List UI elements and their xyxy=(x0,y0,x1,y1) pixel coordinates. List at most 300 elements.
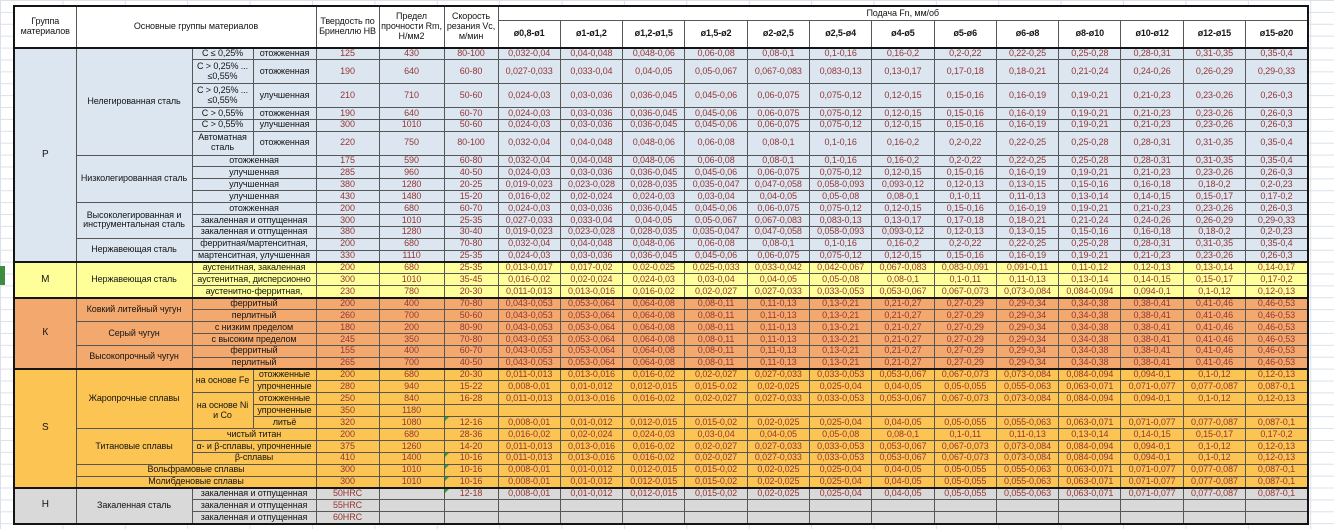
feed-value-cell[interactable]: 0,083-0,13 xyxy=(809,60,871,84)
value-cell[interactable]: 700 xyxy=(379,310,444,322)
header-strength[interactable]: Предел прочности Rm, Н/мм2 xyxy=(379,6,444,48)
feed-value-cell[interactable]: 0,04-0,05 xyxy=(747,274,809,286)
feed-value-cell[interactable]: 0,11-0,13 xyxy=(747,357,809,369)
value-cell[interactable]: 155 xyxy=(316,345,379,357)
value-cell[interactable]: 300 xyxy=(316,274,379,286)
feed-value-cell[interactable]: 0,01-0,012 xyxy=(560,381,622,393)
feed-value-cell[interactable]: 0,048-0,06 xyxy=(623,131,685,155)
feed-value-cell[interactable]: 0,053-0,067 xyxy=(872,452,934,464)
value-cell[interactable]: 380 xyxy=(316,179,379,191)
value-cell[interactable] xyxy=(444,500,498,512)
feed-value-cell[interactable]: 0,11-0,13 xyxy=(747,333,809,345)
material-cell[interactable]: отожженная xyxy=(192,203,316,215)
feed-value-cell[interactable]: 0,23-0,26 xyxy=(1183,167,1245,179)
material-cell[interactable]: отожженная xyxy=(253,48,316,60)
feed-value-cell[interactable]: 0,077-0,087 xyxy=(1183,464,1245,476)
feed-value-cell[interactable]: 0,34-0,38 xyxy=(1059,298,1121,310)
value-cell[interactable]: 25-35 xyxy=(444,250,498,262)
feed-value-cell[interactable]: 0,13-0,21 xyxy=(809,298,871,310)
feed-value-cell[interactable]: 0,38-0,41 xyxy=(1121,333,1183,345)
feed-value-cell[interactable]: 0,2-0,22 xyxy=(934,48,996,60)
feed-value-cell[interactable]: 0,18-0,2 xyxy=(1183,179,1245,191)
feed-value-cell[interactable]: 0,17-0,18 xyxy=(934,60,996,84)
feed-value-cell[interactable]: 0,12-0,13 xyxy=(934,226,996,238)
feed-value-cell[interactable]: 0,02-0,024 xyxy=(560,274,622,286)
feed-value-cell[interactable]: 0,04-0,05 xyxy=(623,215,685,227)
feed-value-cell[interactable]: 0,011-0,013 xyxy=(498,369,560,381)
material-cell[interactable]: C ≤ 0,25% xyxy=(192,48,253,60)
feed-value-cell[interactable]: 0,055-0,063 xyxy=(996,476,1058,488)
feed-value-cell[interactable]: 0,02-0,027 xyxy=(685,393,747,405)
feed-value-cell[interactable]: 0,27-0,29 xyxy=(934,310,996,322)
feed-value-cell[interactable]: 0,01-0,012 xyxy=(560,476,622,488)
feed-value-cell[interactable]: 0,033-0,053 xyxy=(809,369,871,381)
value-cell[interactable]: 80-100 xyxy=(444,131,498,155)
feed-value-cell[interactable]: 0,012-0,015 xyxy=(623,381,685,393)
feed-value-cell[interactable]: 0,11-0,13 xyxy=(747,345,809,357)
material-cell[interactable]: Титановые сплавы xyxy=(76,429,192,465)
feed-value-cell[interactable]: 0,31-0,35 xyxy=(1183,131,1245,155)
group-letter-cell[interactable]: М xyxy=(14,262,76,298)
feed-value-cell[interactable] xyxy=(1246,512,1308,524)
feed-value-cell[interactable]: 0,18-0,21 xyxy=(996,215,1058,227)
material-cell[interactable]: улучшенная xyxy=(192,179,316,191)
feed-value-cell[interactable]: 0,036-0,045 xyxy=(623,167,685,179)
material-cell[interactable]: отожженные xyxy=(253,369,316,381)
value-cell[interactable]: 1010 xyxy=(379,274,444,286)
feed-value-cell[interactable]: 0,14-0,15 xyxy=(1121,191,1183,203)
feed-value-cell[interactable]: 0,036-0,045 xyxy=(623,84,685,108)
feed-value-cell[interactable] xyxy=(872,512,934,524)
material-cell[interactable]: закаленная и отпущенная xyxy=(192,215,316,227)
value-cell[interactable]: 200 xyxy=(316,262,379,274)
feed-col-header[interactable]: ø1-ø1,2 xyxy=(560,21,622,49)
feed-value-cell[interactable]: 0,23-0,26 xyxy=(1183,119,1245,131)
feed-value-cell[interactable]: 0,032-0,04 xyxy=(498,238,560,250)
feed-value-cell[interactable]: 0,063-0,071 xyxy=(1059,417,1121,429)
material-cell[interactable]: закаленная и отпущенная xyxy=(192,488,316,500)
feed-value-cell[interactable]: 0,26-0,3 xyxy=(1246,203,1308,215)
value-cell[interactable]: 265 xyxy=(316,357,379,369)
feed-value-cell[interactable]: 0,08-0,1 xyxy=(747,238,809,250)
feed-value-cell[interactable]: 0,31-0,35 xyxy=(1183,238,1245,250)
feed-value-cell[interactable] xyxy=(872,405,934,417)
value-cell[interactable]: 680 xyxy=(379,203,444,215)
value-cell[interactable]: 375 xyxy=(316,440,379,452)
feed-value-cell[interactable]: 0,094-0,1 xyxy=(1121,286,1183,298)
feed-value-cell[interactable]: 0,02-0,025 xyxy=(623,262,685,274)
feed-value-cell[interactable]: 0,16-0,18 xyxy=(1121,179,1183,191)
value-cell[interactable]: 60-70 xyxy=(444,203,498,215)
feed-value-cell[interactable]: 0,073-0,084 xyxy=(996,440,1058,452)
material-cell[interactable]: отожженная xyxy=(253,60,316,84)
feed-value-cell[interactable]: 0,2-0,22 xyxy=(934,238,996,250)
feed-value-cell[interactable]: 0,12-0,13 xyxy=(1246,286,1308,298)
feed-value-cell[interactable]: 0,03-0,036 xyxy=(560,84,622,108)
feed-value-cell[interactable]: 0,02-0,027 xyxy=(685,452,747,464)
feed-value-cell[interactable]: 0,11-0,13 xyxy=(996,429,1058,441)
feed-value-cell[interactable]: 0,26-0,3 xyxy=(1246,250,1308,262)
feed-value-cell[interactable]: 0,04-0,048 xyxy=(560,238,622,250)
material-cell[interactable]: Автоматная сталь xyxy=(192,131,253,155)
feed-value-cell[interactable] xyxy=(1121,500,1183,512)
material-cell[interactable]: закаленная и отпущенная xyxy=(192,226,316,238)
feed-value-cell[interactable]: 0,38-0,41 xyxy=(1121,298,1183,310)
value-cell[interactable]: 750 xyxy=(379,131,444,155)
feed-value-cell[interactable]: 0,043-0,053 xyxy=(498,310,560,322)
value-cell[interactable]: 1260 xyxy=(379,440,444,452)
feed-value-cell[interactable]: 0,04-0,05 xyxy=(747,429,809,441)
value-cell[interactable]: 300 xyxy=(316,464,379,476)
feed-value-cell[interactable]: 0,08-0,11 xyxy=(685,333,747,345)
value-cell[interactable]: 12-18 xyxy=(444,488,498,500)
feed-value-cell[interactable] xyxy=(1183,500,1245,512)
feed-value-cell[interactable]: 0,053-0,067 xyxy=(872,440,934,452)
feed-value-cell[interactable]: 0,27-0,29 xyxy=(934,298,996,310)
feed-value-cell[interactable] xyxy=(872,500,934,512)
value-cell[interactable]: 960 xyxy=(379,167,444,179)
feed-value-cell[interactable] xyxy=(1059,500,1121,512)
material-cell[interactable]: аустенитно-ферритная, xyxy=(192,286,316,298)
feed-value-cell[interactable]: 0,21-0,23 xyxy=(1121,250,1183,262)
value-cell[interactable]: 640 xyxy=(379,60,444,84)
feed-value-cell[interactable]: 0,13-0,21 xyxy=(809,310,871,322)
feed-value-cell[interactable]: 0,071-0,077 xyxy=(1121,476,1183,488)
feed-value-cell[interactable]: 0,1-0,12 xyxy=(1183,452,1245,464)
feed-value-cell[interactable]: 0,01-0,012 xyxy=(560,417,622,429)
feed-col-header[interactable]: ø10-ø12 xyxy=(1121,21,1183,49)
feed-value-cell[interactable] xyxy=(560,500,622,512)
material-cell[interactable]: на основе Ni и Co xyxy=(192,393,253,429)
feed-value-cell[interactable]: 0,15-0,16 xyxy=(934,84,996,108)
feed-value-cell[interactable]: 0,073-0,084 xyxy=(996,393,1058,405)
feed-value-cell[interactable]: 0,075-0,12 xyxy=(809,119,871,131)
value-cell[interactable] xyxy=(379,488,444,500)
feed-value-cell[interactable]: 0,08-0,11 xyxy=(685,357,747,369)
value-cell[interactable]: 210 xyxy=(316,84,379,108)
feed-value-cell[interactable]: 0,26-0,3 xyxy=(1246,167,1308,179)
feed-value-cell[interactable]: 0,26-0,29 xyxy=(1183,215,1245,227)
value-cell[interactable]: 16-28 xyxy=(444,393,498,405)
feed-value-cell[interactable]: 0,058-0,093 xyxy=(809,226,871,238)
material-cell[interactable]: упрочненные xyxy=(253,381,316,393)
feed-value-cell[interactable]: 0,06-0,075 xyxy=(747,107,809,119)
feed-value-cell[interactable]: 0,21-0,23 xyxy=(1121,167,1183,179)
feed-value-cell[interactable]: 0,21-0,27 xyxy=(872,310,934,322)
feed-value-cell[interactable]: 0,35-0,4 xyxy=(1246,131,1308,155)
material-cell[interactable]: Закаленная сталь xyxy=(76,488,192,524)
feed-value-cell[interactable]: 0,012-0,015 xyxy=(623,488,685,500)
feed-value-cell[interactable]: 0,058-0,093 xyxy=(809,179,871,191)
feed-value-cell[interactable]: 0,045-0,06 xyxy=(685,107,747,119)
feed-value-cell[interactable]: 0,073-0,084 xyxy=(996,286,1058,298)
feed-value-cell[interactable]: 0,073-0,084 xyxy=(996,452,1058,464)
feed-value-cell[interactable]: 0,08-0,1 xyxy=(872,274,934,286)
value-cell[interactable]: 55HRC xyxy=(316,500,379,512)
group-letter-cell[interactable]: S xyxy=(14,369,76,488)
value-cell[interactable]: 28-36 xyxy=(444,429,498,441)
feed-value-cell[interactable]: 0,15-0,16 xyxy=(934,107,996,119)
value-cell[interactable]: 300 xyxy=(316,215,379,227)
feed-value-cell[interactable]: 0,27-0,29 xyxy=(934,333,996,345)
feed-col-header[interactable]: ø2-ø2,5 xyxy=(747,21,809,49)
value-cell[interactable]: 50-60 xyxy=(444,84,498,108)
feed-value-cell[interactable]: 0,1-0,16 xyxy=(809,238,871,250)
feed-value-cell[interactable]: 0,16-0,19 xyxy=(996,203,1058,215)
feed-value-cell[interactable]: 0,015-0,02 xyxy=(685,488,747,500)
feed-value-cell[interactable]: 0,22-0,25 xyxy=(996,155,1058,167)
feed-value-cell[interactable]: 0,017-0,02 xyxy=(560,262,622,274)
feed-value-cell[interactable]: 0,05-0,055 xyxy=(934,381,996,393)
feed-value-cell[interactable]: 0,067-0,073 xyxy=(934,393,996,405)
feed-col-header[interactable]: ø1,2-ø1,5 xyxy=(623,21,685,49)
feed-value-cell[interactable]: 0,036-0,045 xyxy=(623,250,685,262)
feed-value-cell[interactable]: 0,12-0,15 xyxy=(872,203,934,215)
value-cell[interactable]: 350 xyxy=(316,405,379,417)
material-cell[interactable]: Низколегированная сталь xyxy=(76,155,192,203)
material-cell[interactable]: ферритный xyxy=(192,298,316,310)
material-cell[interactable]: Нержавеющая сталь xyxy=(76,262,192,298)
feed-value-cell[interactable]: 0,12-0,13 xyxy=(1246,369,1308,381)
feed-value-cell[interactable]: 0,055-0,063 xyxy=(996,464,1058,476)
feed-value-cell[interactable] xyxy=(685,512,747,524)
feed-value-cell[interactable]: 0,077-0,087 xyxy=(1183,476,1245,488)
feed-value-cell[interactable]: 0,033-0,053 xyxy=(809,440,871,452)
material-cell[interactable]: Нержавеющая сталь xyxy=(76,238,192,262)
feed-value-cell[interactable]: 0,17-0,2 xyxy=(1246,274,1308,286)
feed-value-cell[interactable]: 0,18-0,2 xyxy=(1183,226,1245,238)
value-cell[interactable]: 1480 xyxy=(379,191,444,203)
feed-value-cell[interactable]: 0,04-0,05 xyxy=(623,60,685,84)
value-cell[interactable]: 200 xyxy=(379,322,444,334)
feed-value-cell[interactable]: 0,036-0,045 xyxy=(623,203,685,215)
feed-value-cell[interactable]: 0,027-0,033 xyxy=(747,393,809,405)
feed-value-cell[interactable]: 0,17-0,2 xyxy=(1246,191,1308,203)
feed-value-cell[interactable]: 0,04-0,048 xyxy=(560,48,622,60)
feed-value-cell[interactable]: 0,08-0,11 xyxy=(685,310,747,322)
value-cell[interactable]: 15-22 xyxy=(444,381,498,393)
value-cell[interactable]: 1010 xyxy=(379,476,444,488)
feed-value-cell[interactable]: 0,14-0,15 xyxy=(1121,429,1183,441)
value-cell[interactable]: 400 xyxy=(379,298,444,310)
feed-value-cell[interactable]: 0,15-0,17 xyxy=(1183,191,1245,203)
feed-value-cell[interactable]: 0,26-0,29 xyxy=(1183,60,1245,84)
feed-value-cell[interactable]: 0,06-0,08 xyxy=(685,238,747,250)
group-letter-cell[interactable]: Р xyxy=(14,48,76,262)
feed-value-cell[interactable]: 0,22-0,25 xyxy=(996,48,1058,60)
feed-value-cell[interactable]: 0,12-0,13 xyxy=(1121,262,1183,274)
feed-value-cell[interactable]: 0,093-0,12 xyxy=(872,179,934,191)
feed-value-cell[interactable]: 0,2-0,22 xyxy=(934,155,996,167)
feed-value-cell[interactable]: 0,16-0,19 xyxy=(996,107,1058,119)
feed-value-cell[interactable]: 0,094-0,1 xyxy=(1121,452,1183,464)
value-cell[interactable]: 60HRC xyxy=(316,512,379,524)
material-cell[interactable]: чистый титан xyxy=(192,429,316,441)
feed-value-cell[interactable]: 0,15-0,16 xyxy=(934,203,996,215)
feed-value-cell[interactable]: 0,087-0,1 xyxy=(1246,381,1308,393)
feed-value-cell[interactable] xyxy=(1183,512,1245,524)
feed-col-header[interactable]: ø1,5-ø2 xyxy=(685,21,747,49)
feed-value-cell[interactable]: 0,21-0,23 xyxy=(1121,119,1183,131)
feed-value-cell[interactable]: 0,05-0,055 xyxy=(934,488,996,500)
feed-value-cell[interactable] xyxy=(1121,512,1183,524)
value-cell[interactable]: 300 xyxy=(316,119,379,131)
feed-value-cell[interactable]: 0,087-0,1 xyxy=(1246,488,1308,500)
feed-value-cell[interactable]: 0,04-0,05 xyxy=(872,417,934,429)
header-material-group[interactable]: Группа материалов xyxy=(14,6,76,48)
feed-value-cell[interactable]: 0,075-0,12 xyxy=(809,203,871,215)
value-cell[interactable]: 80-100 xyxy=(444,48,498,60)
feed-value-cell[interactable]: 0,032-0,04 xyxy=(498,155,560,167)
feed-value-cell[interactable]: 0,04-0,05 xyxy=(872,381,934,393)
feed-value-cell[interactable]: 0,06-0,075 xyxy=(747,84,809,108)
feed-value-cell[interactable]: 0,024-0,03 xyxy=(498,84,560,108)
value-cell[interactable]: 640 xyxy=(379,107,444,119)
feed-value-cell[interactable]: 0,03-0,036 xyxy=(560,167,622,179)
feed-value-cell[interactable]: 0,12-0,15 xyxy=(872,107,934,119)
feed-value-cell[interactable]: 0,025-0,04 xyxy=(809,464,871,476)
feed-value-cell[interactable]: 0,013-0,016 xyxy=(560,440,622,452)
value-cell[interactable]: 200 xyxy=(316,369,379,381)
feed-value-cell[interactable]: 0,28-0,31 xyxy=(1121,131,1183,155)
feed-value-cell[interactable]: 0,016-0,02 xyxy=(498,429,560,441)
feed-value-cell[interactable]: 0,055-0,063 xyxy=(996,488,1058,500)
feed-value-cell[interactable]: 0,1-0,12 xyxy=(1183,286,1245,298)
value-cell[interactable]: 1400 xyxy=(379,452,444,464)
material-cell[interactable]: отожженные xyxy=(253,393,316,405)
value-cell[interactable] xyxy=(444,405,498,417)
material-cell[interactable]: на основе Fe xyxy=(192,369,253,393)
value-cell[interactable]: 20-25 xyxy=(444,179,498,191)
feed-value-cell[interactable]: 0,019-0,023 xyxy=(498,179,560,191)
feed-value-cell[interactable] xyxy=(1183,405,1245,417)
feed-value-cell[interactable]: 0,19-0,21 xyxy=(1059,203,1121,215)
value-cell[interactable]: 200 xyxy=(316,298,379,310)
feed-value-cell[interactable]: 0,15-0,16 xyxy=(934,250,996,262)
feed-value-cell[interactable]: 0,025-0,04 xyxy=(809,381,871,393)
feed-value-cell[interactable] xyxy=(747,405,809,417)
feed-value-cell[interactable]: 0,077-0,087 xyxy=(1183,488,1245,500)
feed-value-cell[interactable]: 0,063-0,071 xyxy=(1059,476,1121,488)
value-cell[interactable]: 200 xyxy=(316,238,379,250)
value-cell[interactable]: 1180 xyxy=(379,405,444,417)
group-letter-cell[interactable]: Н xyxy=(14,488,76,524)
feed-value-cell[interactable]: 0,011-0,013 xyxy=(498,286,560,298)
feed-value-cell[interactable]: 0,06-0,075 xyxy=(747,203,809,215)
feed-value-cell[interactable]: 0,05-0,08 xyxy=(809,429,871,441)
value-cell[interactable]: 280 xyxy=(316,381,379,393)
feed-value-cell[interactable] xyxy=(809,500,871,512)
feed-value-cell[interactable]: 0,071-0,077 xyxy=(1121,417,1183,429)
feed-value-cell[interactable]: 0,075-0,12 xyxy=(809,167,871,179)
feed-value-cell[interactable]: 0,093-0,12 xyxy=(872,226,934,238)
feed-value-cell[interactable] xyxy=(996,405,1058,417)
material-cell[interactable]: ферритная/мартенситная, xyxy=(192,238,316,250)
value-cell[interactable]: 350 xyxy=(379,333,444,345)
feed-value-cell[interactable]: 0,024-0,03 xyxy=(498,203,560,215)
feed-value-cell[interactable]: 0,1-0,11 xyxy=(934,191,996,203)
feed-value-cell[interactable]: 0,17-0,2 xyxy=(1246,429,1308,441)
feed-value-cell[interactable] xyxy=(1246,405,1308,417)
feed-value-cell[interactable]: 0,05-0,08 xyxy=(809,274,871,286)
feed-value-cell[interactable]: 0,053-0,064 xyxy=(560,345,622,357)
feed-value-cell[interactable] xyxy=(747,500,809,512)
material-cell[interactable]: литьё xyxy=(253,417,316,429)
feed-value-cell[interactable]: 0,025-0,033 xyxy=(685,262,747,274)
feed-value-cell[interactable]: 0,06-0,08 xyxy=(685,155,747,167)
material-cell[interactable]: C > 0,25% ... ≤0,55% xyxy=(192,60,253,84)
feed-value-cell[interactable]: 0,14-0,17 xyxy=(1246,262,1308,274)
feed-value-cell[interactable]: 0,075-0,12 xyxy=(809,250,871,262)
value-cell[interactable]: 30-40 xyxy=(444,226,498,238)
feed-value-cell[interactable]: 0,027-0,033 xyxy=(498,60,560,84)
feed-value-cell[interactable]: 0,21-0,27 xyxy=(872,333,934,345)
feed-value-cell[interactable]: 0,075-0,12 xyxy=(809,84,871,108)
feed-value-cell[interactable]: 0,38-0,41 xyxy=(1121,322,1183,334)
feed-value-cell[interactable] xyxy=(934,512,996,524)
feed-value-cell[interactable]: 0,21-0,23 xyxy=(1121,84,1183,108)
value-cell[interactable]: 940 xyxy=(379,381,444,393)
feed-value-cell[interactable]: 0,03-0,04 xyxy=(685,429,747,441)
value-cell[interactable]: 20-30 xyxy=(444,286,498,298)
feed-value-cell[interactable]: 0,34-0,38 xyxy=(1059,357,1121,369)
feed-value-cell[interactable]: 0,04-0,05 xyxy=(872,476,934,488)
feed-value-cell[interactable]: 0,13-0,14 xyxy=(1183,262,1245,274)
feed-value-cell[interactable]: 0,064-0,08 xyxy=(623,333,685,345)
feed-value-cell[interactable]: 0,025-0,04 xyxy=(809,476,871,488)
value-cell[interactable]: 285 xyxy=(316,167,379,179)
feed-value-cell[interactable]: 0,13-0,15 xyxy=(996,179,1058,191)
feed-value-cell[interactable] xyxy=(623,500,685,512)
value-cell[interactable]: 10-16 xyxy=(444,452,498,464)
feed-value-cell[interactable]: 0,16-0,2 xyxy=(872,131,934,155)
value-cell[interactable]: 430 xyxy=(379,48,444,60)
feed-value-cell[interactable]: 0,036-0,045 xyxy=(623,107,685,119)
material-cell[interactable]: Нелегированная сталь xyxy=(76,48,192,155)
feed-value-cell[interactable]: 0,053-0,067 xyxy=(872,286,934,298)
feed-value-cell[interactable]: 0,053-0,064 xyxy=(560,298,622,310)
feed-value-cell[interactable]: 0,26-0,3 xyxy=(1246,119,1308,131)
value-cell[interactable]: 70-80 xyxy=(444,238,498,250)
feed-value-cell[interactable]: 0,03-0,036 xyxy=(560,250,622,262)
feed-value-cell[interactable]: 0,067-0,073 xyxy=(934,286,996,298)
feed-value-cell[interactable]: 0,064-0,08 xyxy=(623,345,685,357)
value-cell[interactable]: 14-20 xyxy=(444,440,498,452)
value-cell[interactable] xyxy=(379,500,444,512)
feed-value-cell[interactable]: 0,016-0,02 xyxy=(623,452,685,464)
feed-value-cell[interactable]: 0,02-0,027 xyxy=(685,440,747,452)
feed-value-cell[interactable]: 0,032-0,04 xyxy=(498,131,560,155)
feed-value-cell[interactable]: 0,067-0,083 xyxy=(747,60,809,84)
value-cell[interactable]: 35-45 xyxy=(444,274,498,286)
feed-value-cell[interactable]: 0,13-0,21 xyxy=(809,357,871,369)
header-hardness[interactable]: Твердость по Бринеллю HB xyxy=(316,6,379,48)
feed-value-cell[interactable]: 0,23-0,26 xyxy=(1183,203,1245,215)
feed-value-cell[interactable]: 0,048-0,06 xyxy=(623,48,685,60)
feed-value-cell[interactable] xyxy=(1059,512,1121,524)
feed-value-cell[interactable]: 0,14-0,15 xyxy=(1121,274,1183,286)
feed-value-cell[interactable]: 0,25-0,28 xyxy=(1059,131,1121,155)
feed-col-header[interactable]: ø12-ø15 xyxy=(1183,21,1245,49)
value-cell[interactable]: 430 xyxy=(316,191,379,203)
feed-value-cell[interactable]: 0,045-0,06 xyxy=(685,119,747,131)
feed-value-cell[interactable] xyxy=(623,512,685,524)
feed-value-cell[interactable]: 0,19-0,21 xyxy=(1059,167,1121,179)
value-cell[interactable]: 1110 xyxy=(379,250,444,262)
feed-value-cell[interactable]: 0,042-0,067 xyxy=(809,262,871,274)
value-cell[interactable]: 40-50 xyxy=(444,357,498,369)
feed-value-cell[interactable] xyxy=(560,512,622,524)
